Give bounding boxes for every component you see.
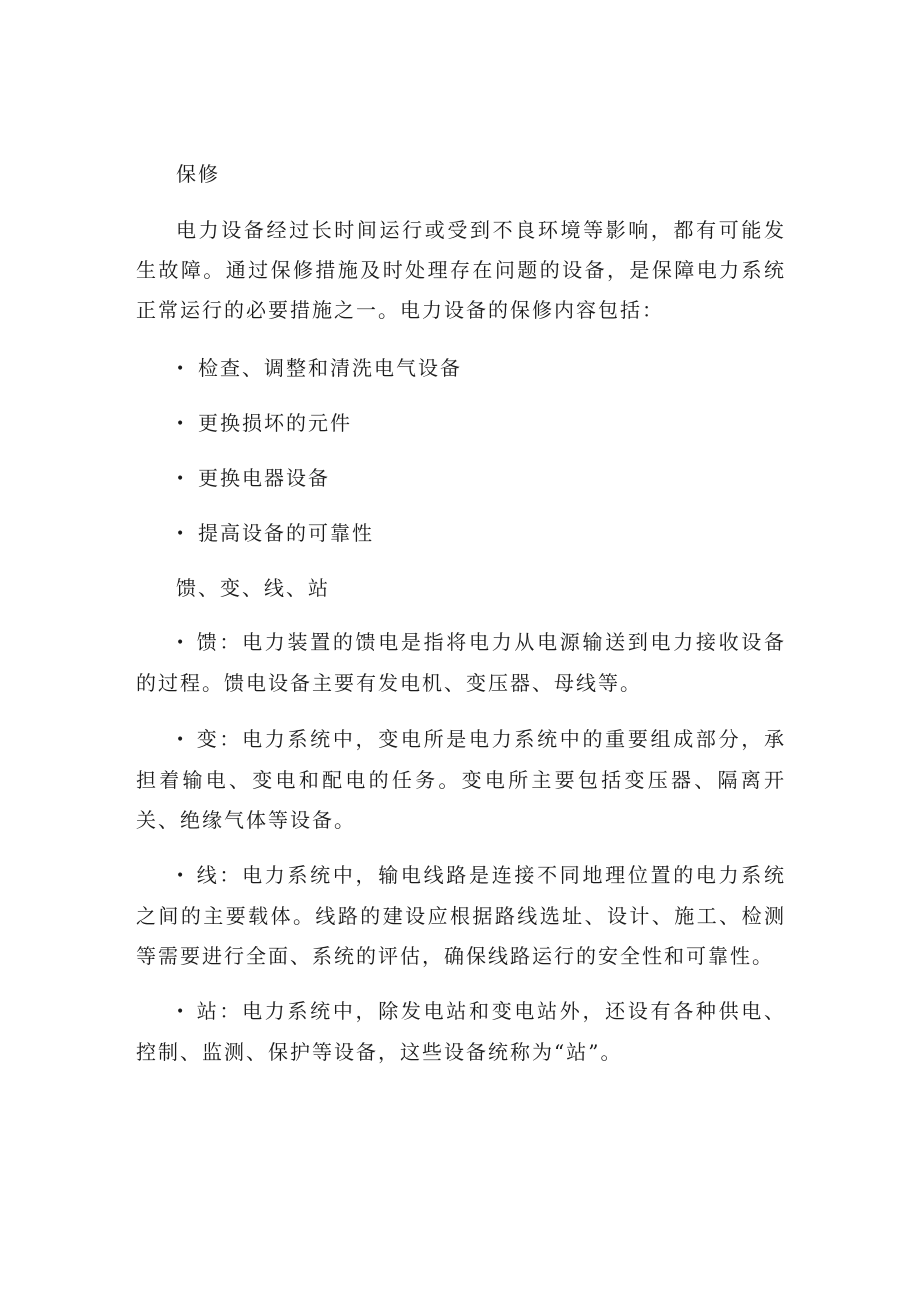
list-item-paragraph bbox=[136, 622, 786, 703]
bullet-icon: • bbox=[176, 526, 187, 542]
warranty-intro-paragraph: 电力设备经过长时间运行或受到不良环境等影响，都有可能发生故障。通过保修措施及时处理存在问题的设备，是保障电力系统正常运行的必要措施之一。电力设备的保修内容包括： bbox=[136, 218, 786, 322]
list-item-text: 更换损坏的元件 bbox=[198, 411, 352, 435]
section-title-feed-transform-line-station: 馈、变、线、站 bbox=[176, 576, 330, 600]
list-item-text: 提高设备的可靠性 bbox=[198, 521, 374, 545]
bullet-icon: • bbox=[176, 1004, 187, 1020]
list-item-text: 检查、调整和清洗电气设备 bbox=[198, 356, 462, 380]
list-item-paragraph bbox=[136, 855, 786, 976]
list-item bbox=[176, 464, 330, 493]
bullet-icon: • bbox=[176, 416, 187, 432]
bullet-icon: • bbox=[176, 732, 187, 748]
list-item bbox=[176, 519, 374, 548]
list-item bbox=[176, 409, 352, 438]
list-item-text: 站：电力系统中，除发电站和变电站外，还设有各种供电、控制、监测、保护等设备，这些设备统称为“站”。 bbox=[136, 999, 786, 1064]
list-item-paragraph bbox=[136, 991, 786, 1072]
bullet-icon: • bbox=[176, 361, 187, 377]
list-item bbox=[176, 354, 462, 383]
list-item-text: 馈：电力装置的馈电是指将电力从电源输送到电力接收设备的过程。馈电设备主要有发电机、变压器、母线等。 bbox=[136, 630, 786, 695]
section-title-warranty: 保修 bbox=[176, 162, 220, 186]
list-item-paragraph bbox=[136, 719, 786, 840]
bullet-icon: • bbox=[176, 471, 187, 487]
list-item-text: 线：电力系统中，输电线路是连接不同地理位置的电力系统之间的主要载体。线路的建设应根据路线选址、设计、施工、检测等需要进行全面、系统的评估，确保线路运行的安全性和可靠性。 bbox=[136, 863, 786, 968]
bullet-icon: • bbox=[176, 868, 187, 884]
bullet-icon: • bbox=[176, 635, 187, 651]
list-item-text: 更换电器设备 bbox=[198, 466, 330, 490]
list-item-text: 变：电力系统中，变电所是电力系统中的重要组成部分，承担着输电、变电和配电的任务。变电所主要包括变压器、隔离开关、绝缘气体等设备。 bbox=[136, 727, 786, 832]
